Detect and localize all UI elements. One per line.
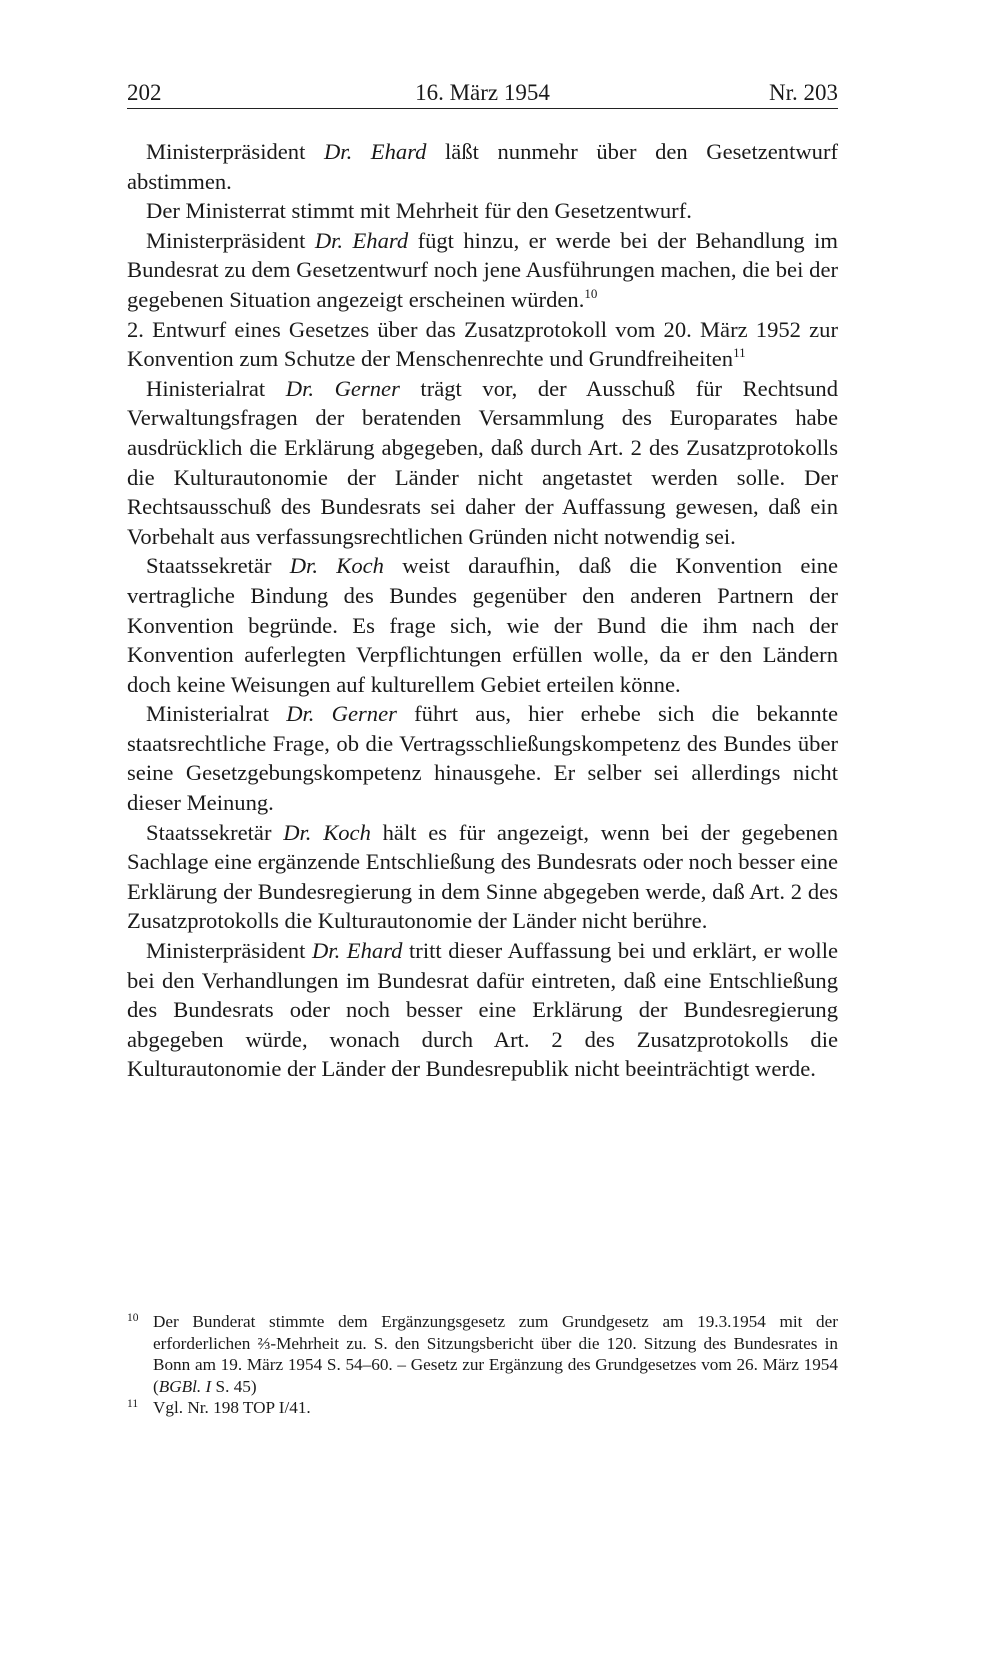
paragraph-text: weist daraufhin, daß die Konvention eine vertragliche Bindung des Bundes gegenüber den anderen Partnern der Konvention begründe. Es frage sich, wie der Bund die ihm nach der Konvention auferlegten Verpflichtungen erfüllen wolle, da er den Ländern doch keine Weisungen auf kulturellem Gebiet erteilen könne. [127, 553, 838, 697]
footnote-text: Der Bunderat stimmte dem Ergänzungsgesetz zum Grundgesetz am 19.3.1954 mit der erforderlichen ⅔-Mehrheit zu. S. den Sitzungsbericht über die 120. Sitzung des Bundesrates in Bonn am 19. März 1954 S. 54–60. – Gesetz zur Ergänzung des Grundgesetzes vom 26. März 1954 ( [153, 1312, 838, 1396]
footnote-text: S. 45) [211, 1376, 257, 1396]
footnote [127, 1397, 838, 1419]
speaker-name: Dr. Ehard [323, 139, 427, 164]
speaker-name: Dr. Ehard [314, 227, 409, 253]
speaker-name: Dr. Gerner [285, 375, 400, 401]
paragraph-text: Staatssekretär [146, 819, 284, 845]
footnote-number: 10 [127, 1312, 139, 1324]
paragraph-text: läßt nunmehr über den Gesetzentwurf abstimmen. [127, 139, 839, 194]
page-number: 202 [127, 80, 162, 105]
paragraph [127, 374, 838, 552]
paragraph [127, 699, 838, 817]
footnote-text: Vgl. Nr. 198 TOP I/41. [153, 1398, 311, 1418]
speaker-name: Dr. Ehard [311, 938, 403, 964]
speaker-name: Dr. Koch [283, 819, 371, 845]
footnote-reference[interactable]: 11 [733, 345, 746, 361]
agenda-item-heading [127, 315, 838, 374]
paragraph-text: fügt hinzu, er werde bei der Behandlung im Bundesrat zu dem Gesetzentwurf noch jene Ausführungen machen, die bei der gegebenen Situation angezeigt erscheinen würden. [127, 227, 839, 312]
paragraph-text: Ministerpräsident [146, 139, 324, 164]
footnote [127, 1311, 838, 1397]
footnotes [127, 1311, 838, 1419]
paragraph-text: tritt dieser Auffassung bei und erklärt, er wolle bei den Verhandlungen im Bundesrat dafür eintreten, daß eine Entschließung des Bundesrats oder noch besser eine Erklärung der Bundesregierung abgegeben würde, wonach durch Art. 2 des Zusatzprotokolls die Kulturautonomie der Länder der Bundesrepublik nicht beeinträchtigt werde. [127, 938, 839, 1082]
paragraph-text: Ministerpräsident [146, 227, 315, 253]
paragraph-text: Staatssekretär [146, 553, 290, 579]
paragraph-text: führt aus, hier erhebe sich die bekannte staatsrechtliche Frage, ob die Vertragsschließungskompetenz des Bundes über seine Gesetzgebungskompetenz hinausgehe. Er selber sei allerdings nicht dieser Meinung. [127, 701, 839, 816]
paragraph [127, 137, 838, 196]
running-header [127, 78, 838, 109]
paragraph-text: Hinisterialrat [146, 375, 286, 401]
paragraph [127, 936, 838, 1084]
paragraph-text: Der Ministerrat stimmt mit Mehrheit für den Gesetzentwurf. [146, 198, 692, 224]
paragraph [127, 196, 838, 226]
speaker-name: Dr. Koch [289, 553, 384, 579]
footnote-number: 11 [127, 1398, 139, 1411]
paragraph-text: hält es für angezeigt, wenn bei der gegebenen Sachlage eine ergänzende Entschließung des Bundesrats oder noch besser eine Erklärung der Bundesregierung in dem Sinne abgegeben werde, daß Art. 2 des Zusatzprotokolls die Kulturautonomie der Länder nicht berühre. [127, 819, 838, 934]
body-text [127, 137, 838, 1084]
paragraph-text: Ministerialrat [146, 701, 287, 727]
document-number: Nr. 203 [769, 80, 838, 105]
paragraph-text: trägt vor, der Ausschuß für Rechtsund Verwaltungsfragen der beratenden Versammlung des Europarates habe ausdrücklich die Erklärung abgegeben, daß durch Art. 2 des Zusatzprotokolls die Kulturautonomie der Länder nicht angetastet werden solle. Der Rechtsausschuß des Bundesrats sei daher der Auffassung gewesen, daß ein Vorbehalt aus verfassungsrechtlichen Gründen nicht notwendig sei. [127, 375, 838, 549]
speaker-name: Dr. Gerner [286, 701, 397, 727]
paragraph [127, 226, 838, 315]
citation-abbreviation: BGBl. I [158, 1376, 212, 1396]
header-date: 16. März 1954 [415, 80, 550, 105]
footnote-reference[interactable]: 10 [584, 285, 598, 301]
paragraph-text: Ministerpräsident [146, 938, 312, 964]
paragraph [127, 818, 838, 936]
paragraph [127, 551, 838, 699]
agenda-item-text: 2. Entwurf eines Gesetzes über das Zusatzprotokoll vom 20. März 1952 zur Konvention zum Schutze der Menschenrechte und Grundfreiheiten [127, 316, 838, 372]
